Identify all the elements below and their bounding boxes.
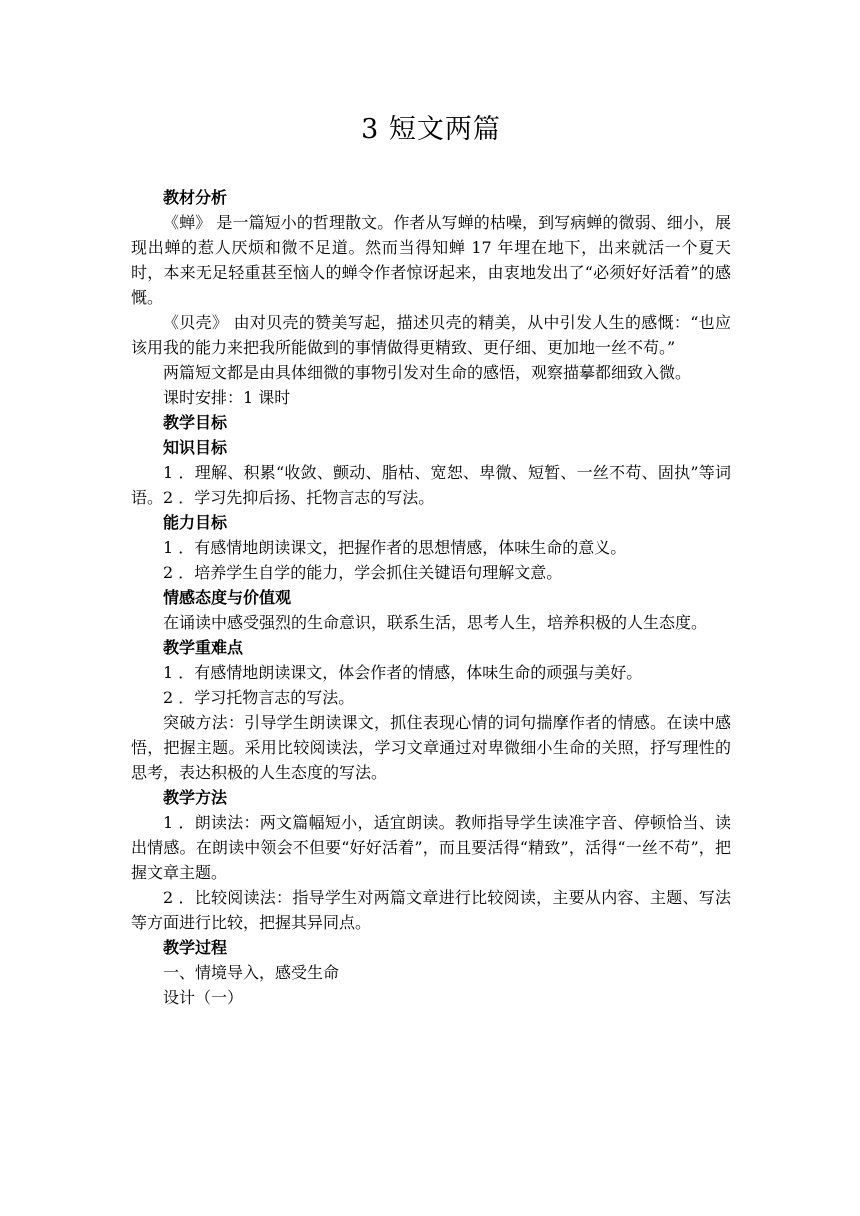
paragraph-method-comparison: 2 ．比较阅读法：指导学生对两篇文章进行比较阅读，主要从内容、主题、写法等方面进行比较，把握其异同点。 — [131, 888, 731, 932]
paragraph-emotion-goals: 在诵读中感受强烈的生命意识，联系生活，思考人生，培养积极的人生态度。 — [163, 613, 708, 632]
heading-emotion-goals: 情感态度与价值观 — [163, 588, 292, 607]
paragraph-method-reading: 1 ．朗读法：两文篇幅短小，适宜朗读。教师指导学生读准字音、停顿恰当、读出情感。在朗读中领会不但要“好好活着”，而且要活得“精致”，活得“一丝不苟”，把握文章主题。 — [131, 813, 731, 882]
paragraph-schedule: 课时安排：1 课时 — [163, 388, 291, 407]
paragraph-knowledge-goals: 1 ．理解、积累“收敛、颤动、脂枯、宽恕、卑微、短暂、一丝不苟、固执”等词语。2 ．学习先抑后扬、托物言志的写法。 — [131, 463, 731, 507]
paragraph-comparison: 两篇短文都是由具体细微的事物引发对生命的感悟，观察描摹都细致入微。 — [163, 363, 692, 382]
paragraph-breakthrough-method: 突破方法：引导学生朗读课文，抓住表现心情的词句揣摩作者的情感。在读中感悟，把握主题。采用比较阅读法，学习文章通过对卑微细小生命的关照，抒写理性的思考，表达积极的人生态度的写法。 — [131, 713, 731, 782]
paragraph-process-step-1: 一、情境导入，感受生命 — [163, 963, 340, 982]
document-page — [131, 100, 731, 1010]
heading-key-points: 教学重难点 — [163, 638, 244, 657]
heading-teaching-goals: 教学目标 — [163, 413, 228, 432]
paragraph-ability-goal-2: 2 ．培养学生自学的能力，学会抓住关键语句理解文意。 — [163, 563, 563, 582]
heading-teaching-methods: 教学方法 — [163, 788, 228, 807]
heading-knowledge-goals: 知识目标 — [163, 438, 228, 457]
paragraph-cicada: 《蝉》 是一篇短小的哲理散文。作者从写蝉的枯噪，到写病蝉的微弱、细小，展现出蝉的惹人厌烦和微不足道。然而当得知蝉 17 年埋在地下，出来就活一个夏天时，本来无足轻重甚至恼人的蝉令作者惊讶起来，由衷地发出了“必须好好活着”的感慨。 — [131, 213, 731, 307]
heading-ability-goals: 能力目标 — [163, 513, 228, 532]
paragraph-shell: 《贝壳》 由对贝壳的赞美写起，描述贝壳的精美，从中引发人生的感慨：“也应该用我的能力来把我所能做到的事情做得更精致、更仔细、更加地一丝不苟。” — [131, 313, 731, 357]
paragraph-key-point-2: 2 ．学习托物言志的写法。 — [163, 688, 355, 707]
document-title: 3 短文两篇 — [361, 114, 501, 145]
heading-material-analysis: 教材分析 — [163, 188, 228, 207]
paragraph-key-point-1: 1 ．有感情地朗读课文，体会作者的情感，体味生命的顽强与美好。 — [163, 663, 643, 682]
paragraph-ability-goal-1: 1 ．有感情地朗读课文，把握作者的思想情感，体味生命的意义。 — [163, 538, 627, 557]
heading-teaching-process: 教学过程 — [163, 938, 228, 957]
paragraph-design-1: 设计（一） — [163, 988, 244, 1007]
